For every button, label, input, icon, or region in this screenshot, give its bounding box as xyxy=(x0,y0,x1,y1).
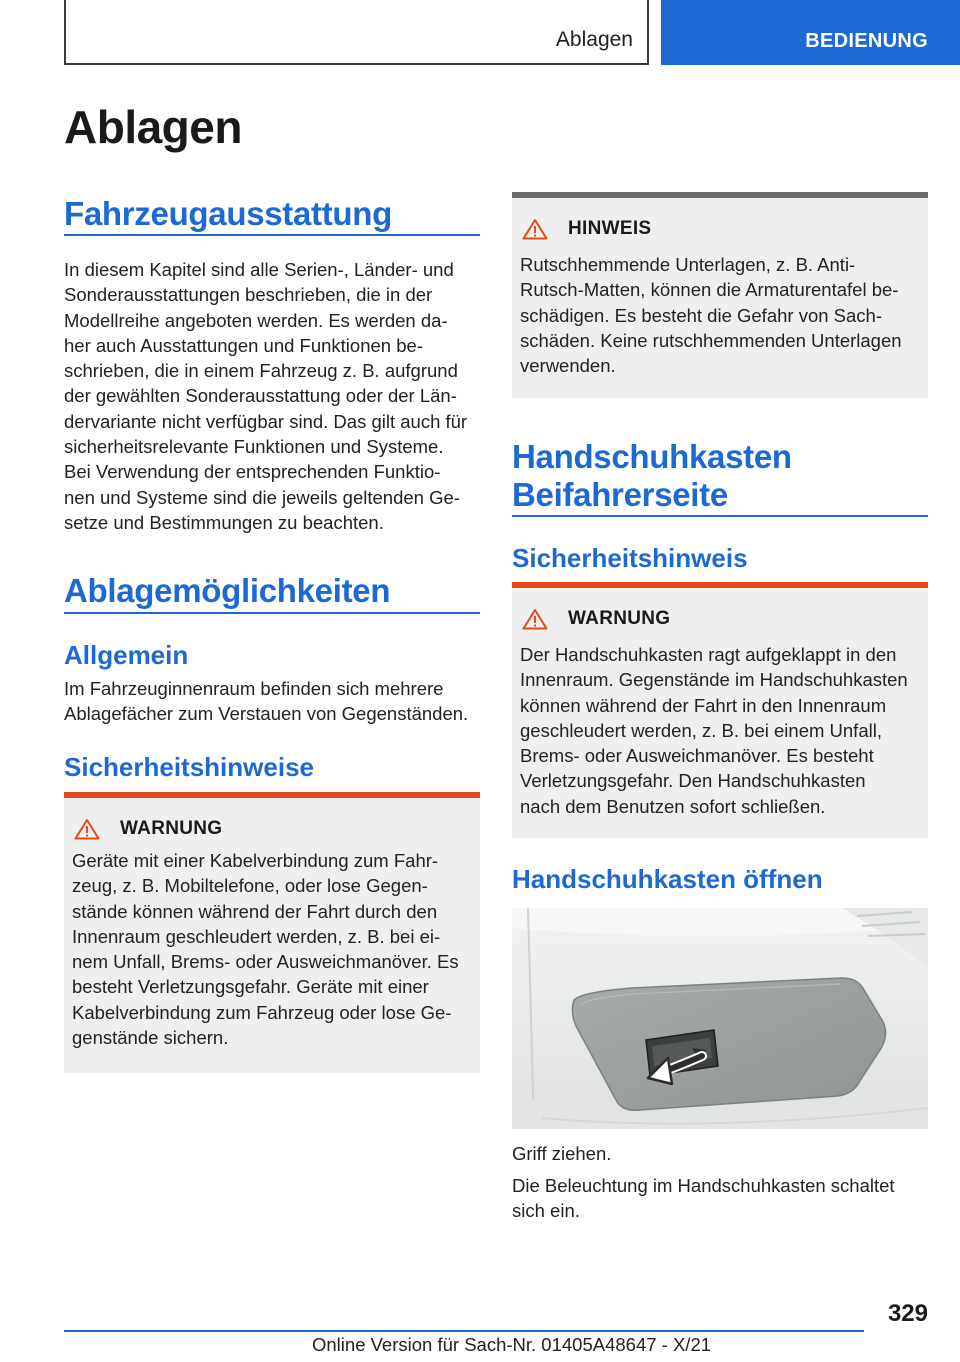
warning-bar xyxy=(512,582,928,588)
text-line: zeug, z. B. Mobiltelefone, oder lose Gegen- xyxy=(72,875,428,897)
text-line: Bei Verwendung der entsprechenden Funktio- xyxy=(64,461,441,483)
heading-line: Handschuhkasten xyxy=(512,438,792,475)
text-line: Innenraum geschleudert werden, z. B. bei ei- xyxy=(72,925,441,947)
warning-text xyxy=(72,848,472,1050)
warning-head xyxy=(74,818,222,840)
hinweis-box xyxy=(512,192,928,398)
text-line: Innenraum. Gegenstände im Handschuhkasten xyxy=(520,669,908,691)
page-title: Ablagen xyxy=(64,101,242,153)
text-line: Der Handschuhkasten ragt aufgeklappt in den xyxy=(520,644,897,665)
heading-line: Beifahrerseite xyxy=(512,476,728,513)
glovebox-drawing xyxy=(512,908,928,1129)
text-line: Verletzungsgefahr. Den Handschuhkasten xyxy=(520,770,866,792)
text-line: besteht Verletzungsgefahr. Geräte mit einer xyxy=(72,976,429,998)
text-line: geschleudert werden, z. B. bei einem Unfall, xyxy=(520,719,882,741)
text-line: Rutsch-Matten, können die Armaturentafel be- xyxy=(520,279,899,301)
header-section-label: Ablagen xyxy=(555,28,633,51)
hinweis-title: HINWEIS xyxy=(568,218,652,239)
warning-box xyxy=(512,582,928,838)
warning-triangle-icon xyxy=(522,218,548,240)
text-line: schäden. Keine rutschhemmenden Unterlagen xyxy=(520,329,902,351)
text-line: nen und Systeme sind die jeweils geltenden Ge- xyxy=(64,486,460,508)
header-section-tab xyxy=(64,0,649,65)
heading-allgemein: Allgemein xyxy=(64,640,189,670)
text-line: sicherheitsrelevante Funktionen und Systeme. xyxy=(64,436,444,458)
text-line: setze und Bestimmungen zu beachten. xyxy=(64,511,384,533)
text-line: genstände sichern. xyxy=(72,1027,229,1049)
fahrzeugausstattung-text xyxy=(64,257,480,535)
text-line: her auch Ausstattungen und Funktionen be- xyxy=(64,334,423,356)
text-line: sich ein. xyxy=(512,1200,580,1222)
hinweis-bar xyxy=(512,192,928,198)
heading-handschuhkasten xyxy=(512,438,792,514)
text-line: dervariante nicht verfügbar sind. Das gilt auch für xyxy=(64,410,468,432)
heading-rule xyxy=(64,612,480,614)
heading-sicherheitshinweis: Sicherheitshinweis xyxy=(512,543,748,573)
warning-bar xyxy=(64,792,480,798)
heading-fahrzeugausstattung: Fahrzeugausstattung xyxy=(64,195,392,232)
text-line: Kabelverbindung zum Fahrzeug oder lose Ge- xyxy=(72,1001,452,1023)
header-chapter-tab xyxy=(661,0,960,65)
footer-text: Online Version für Sach-Nr. 01405A48647 - X/21 xyxy=(312,1334,712,1355)
text-line: In diesem Kapitel sind alle Serien-, Länder- und xyxy=(64,259,454,280)
text-line: Rutschhemmende Unterlagen, z. B. Anti- xyxy=(520,254,856,275)
heading-rule xyxy=(64,234,480,236)
warning-title: WARNUNG xyxy=(568,608,671,629)
heading-handschuhkasten-oeffnen: Handschuhkasten öffnen xyxy=(512,864,823,894)
warning-triangle-icon xyxy=(74,818,100,840)
hinweis-text xyxy=(520,252,920,378)
text-line: Ablagefächer zum Verstauen von Gegenständen. xyxy=(64,703,469,725)
text-line: schädigen. Es besteht die Gefahr von Sach- xyxy=(520,304,882,326)
text-line: nem Unfall, Brems- oder Ausweichmanöver. Es xyxy=(72,951,459,973)
warning-triangle-icon xyxy=(522,608,548,630)
page-number: 329 xyxy=(887,1300,928,1327)
text-line: nach dem Benutzen sofort schließen. xyxy=(520,795,826,817)
text-line: können während der Fahrt in den Innenraum xyxy=(520,694,887,716)
text-line: Geräte mit einer Kabelverbindung zum Fahr- xyxy=(72,850,439,871)
heading-rule xyxy=(512,515,928,517)
warning-title: WARNUNG xyxy=(120,818,223,839)
text-line: der gewählten Sonderausstattung oder der Län- xyxy=(64,385,457,407)
warning-text xyxy=(520,642,920,819)
heading-sicherheitshinweise: Sicherheitshinweise xyxy=(64,752,314,782)
text-line: schrieben, die in einem Fahrzeug z. B. aufgrund xyxy=(64,360,458,382)
allgemein-text xyxy=(64,676,480,727)
text-line: Im Fahrzeuginnenraum befinden sich mehrere xyxy=(64,678,444,699)
warning-box xyxy=(64,792,480,1073)
footer-rule xyxy=(64,1330,864,1332)
warning-head xyxy=(522,608,670,630)
header-chapter-label: BEDIENUNG xyxy=(805,30,928,52)
glovebox-illustration xyxy=(512,908,928,1129)
text-line: stände können während der Fahrt durch den xyxy=(72,900,438,922)
text-line: Die Beleuchtung im Handschuhkasten schaltet xyxy=(512,1175,895,1196)
caption-beleuchtung xyxy=(512,1173,928,1224)
text-line: Sonderausstattungen beschrieben, die in der xyxy=(64,284,433,306)
heading-ablagemoeglichkeiten: Ablagemöglichkeiten xyxy=(64,572,391,609)
text-line: Brems- oder Ausweichmanöver. Es besteht xyxy=(520,745,874,767)
caption-griff: Griff ziehen. xyxy=(512,1143,612,1164)
text-line: Modellreihe angeboten werden. Es werden da- xyxy=(64,309,448,331)
text-line: verwenden. xyxy=(520,355,616,377)
hinweis-head xyxy=(522,218,651,240)
